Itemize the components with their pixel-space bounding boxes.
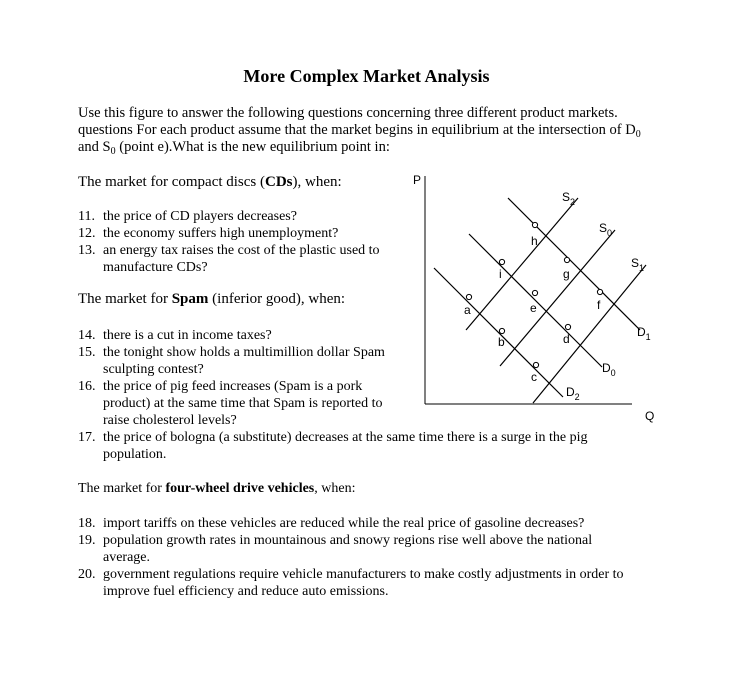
intro-line-2 bbox=[78, 122, 678, 139]
point-label-g: g bbox=[563, 267, 570, 281]
curve-label-d2: $D_2$ bbox=[566, 385, 580, 402]
point-e-marker bbox=[532, 290, 537, 295]
supply-curve-s1 bbox=[533, 265, 646, 403]
question-number: 13. bbox=[78, 243, 96, 258]
curve-label-s2: $S_2$ bbox=[562, 190, 576, 207]
question-number: 19. bbox=[78, 533, 96, 548]
intro-paragraph bbox=[78, 105, 678, 156]
question-item bbox=[78, 378, 408, 429]
supply-demand-figure bbox=[405, 168, 670, 423]
section-spam-heading-bold: Spam bbox=[171, 291, 209, 307]
curve-label-d1: $D_1$ bbox=[637, 325, 651, 342]
point-label-h: h bbox=[531, 234, 538, 248]
question-item bbox=[78, 515, 663, 532]
section-cds-heading-pre: The market for compact discs ( bbox=[78, 174, 266, 190]
question-text: government regulations require vehicle manufacturers to make costly adjustments in order to improve fuel efficiency and reduce auto emissions. bbox=[103, 567, 624, 599]
point-label-e: e bbox=[530, 301, 537, 315]
section-spam-heading-pre: The market for bbox=[78, 291, 172, 307]
question-text: import tariffs on these vehicles are reduced while the real price of gasoline decreases? bbox=[103, 516, 585, 531]
intro-line-1: Use this figure to answer the following questions concerning three different product markets. bbox=[78, 105, 618, 121]
supply-curve-s2 bbox=[466, 198, 578, 330]
question-number: 16. bbox=[78, 379, 96, 394]
intro-line-3 bbox=[78, 139, 678, 156]
section-4wd-heading-pre: The market for bbox=[78, 481, 166, 496]
section-spam-heading bbox=[78, 291, 345, 308]
section-spam-heading-post: (inferior good), when: bbox=[208, 291, 346, 307]
point-label-a: a bbox=[464, 303, 471, 317]
question-text: the price of pig feed increases (Spam is a pork product) at the same time that Spam is reported to raise cholesterol levels? bbox=[103, 379, 383, 428]
question-number: 20. bbox=[78, 567, 96, 582]
question-text: population growth rates in mountainous and snowy regions rise well above the national average. bbox=[103, 533, 593, 565]
question-number: 18. bbox=[78, 516, 96, 531]
question-number: 11. bbox=[78, 209, 95, 224]
question-item bbox=[78, 532, 663, 566]
question-text: there is a cut in income taxes? bbox=[103, 328, 272, 343]
question-number: 17. bbox=[78, 430, 96, 445]
curve-label-s1: $S_1$ bbox=[631, 256, 645, 273]
question-item bbox=[78, 242, 408, 276]
question-item bbox=[78, 225, 408, 242]
axis-label-q: Q bbox=[645, 409, 655, 423]
point-a-marker bbox=[466, 294, 471, 299]
axis-label-p: P bbox=[413, 173, 422, 187]
point-g-marker bbox=[564, 257, 569, 262]
section-cds-questions bbox=[78, 208, 408, 276]
intro-s0-subscript: 0 bbox=[110, 146, 116, 157]
section-cds-heading-post: ), when: bbox=[292, 174, 342, 190]
demand-curve-d1 bbox=[508, 198, 640, 330]
page-title: More Complex Market Analysis bbox=[243, 66, 490, 86]
question-text: the price of CD players decreases? bbox=[103, 209, 297, 224]
curve-label-s0: $S_0$ bbox=[599, 221, 613, 238]
section-cds-heading bbox=[78, 174, 342, 191]
point-d-marker bbox=[565, 324, 570, 329]
point-b-marker bbox=[499, 328, 504, 333]
question-item bbox=[78, 566, 663, 600]
question-item bbox=[78, 327, 408, 344]
section-spam-questions bbox=[78, 327, 408, 429]
question-number: 14. bbox=[78, 328, 96, 343]
section-4wd-heading bbox=[78, 481, 355, 497]
intro-line-3-text: and S bbox=[78, 139, 111, 155]
question-text: the economy suffers high unemployment? bbox=[103, 226, 339, 241]
question-number: 15. bbox=[78, 345, 96, 360]
section-4wd-heading-post: , when: bbox=[314, 481, 356, 496]
point-f-marker bbox=[597, 289, 602, 294]
intro-line-3-rest: (point e).What is the new equilibrium point in: bbox=[115, 139, 390, 155]
point-label-i: i bbox=[499, 267, 502, 281]
point-i-marker bbox=[499, 259, 504, 264]
question-text: an energy tax raises the cost of the plastic used to manufacture CDs? bbox=[103, 243, 380, 275]
intro-line-2-text: questions For each product assume that the market begins in equilibrium at the intersection of D bbox=[78, 122, 636, 138]
section-4wd-questions bbox=[78, 515, 663, 600]
point-label-d: d bbox=[563, 332, 570, 346]
question-text: the price of bologna (a substitute) decreases at the same time there is a surge in the pig population. bbox=[103, 430, 588, 462]
point-label-b: b bbox=[498, 335, 505, 349]
point-c-marker bbox=[533, 362, 538, 367]
question-item bbox=[78, 429, 638, 463]
point-h-marker bbox=[532, 222, 537, 227]
question-text: the tonight show holds a multimillion dollar Spam sculpting contest? bbox=[103, 345, 385, 377]
section-spam-questions-cont bbox=[78, 429, 638, 463]
intro-d0-subscript: 0 bbox=[635, 129, 641, 140]
point-label-f: f bbox=[597, 298, 601, 312]
question-item bbox=[78, 208, 408, 225]
section-cds-heading-bold: CDs bbox=[265, 174, 293, 190]
question-item bbox=[78, 344, 408, 378]
point-label-c: c bbox=[531, 370, 537, 384]
demand-curve-d2 bbox=[434, 268, 563, 397]
question-number: 12. bbox=[78, 226, 96, 241]
section-4wd-heading-bold: four-wheel drive vehicles bbox=[165, 481, 315, 496]
curve-label-d0: $D_0$ bbox=[602, 361, 616, 378]
